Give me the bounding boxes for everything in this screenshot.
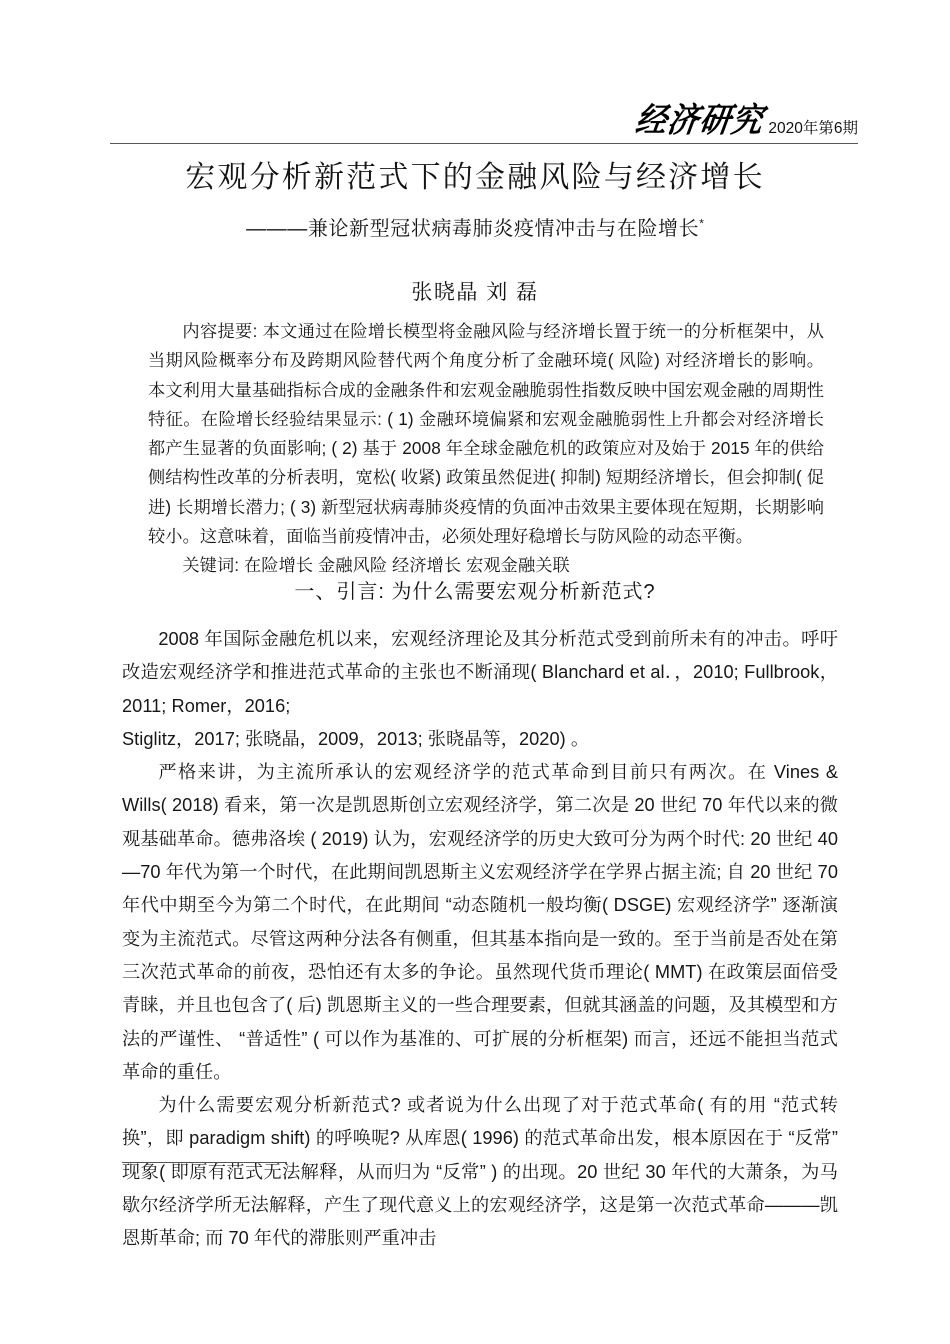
body-paragraph-1-continued: Stiglitz，2017; 张晓晶，2009，2013; 张晓晶等，2020) 。 <box>122 728 590 749</box>
running-head <box>110 100 858 144</box>
title-block <box>0 160 950 306</box>
abstract-paragraph: 内容提要: 本文通过在险增长模型将金融风险与经济增长置于统一的分析框架中，从当期风险概率分布及跨期风险替代两个角度分析了金融环境( 风险) 对经济增长的影响。本文利用大量基础指标合成的金融条件和宏观金融脆弱性指数反映中国宏观金融的周期性特征。在险增长经验结果显示: ( 1) 金融环境偏紧和宏观金融脆弱性上升都会对经济增长都产生显著的负面影响; ( 2) 基于 2008 年全球金融危机的政策应对及始于 2015 年的供给侧结构性改革的分析表明，宽松( 收紧) 政策虽然促进( 抑制) 短期经济增长，但会抑制( 促进) 长期增长潜力; ( 3) 新型冠状病毒肺炎疫情的负面冲击效果主要体现在短期，长期影响较小。这意味着，面临当前疫情冲击，必须处理好稳增长与防风险的动态平衡。 <box>148 321 824 547</box>
header-divider <box>110 143 858 144</box>
section-heading: 一、引言: 为什么需要宏观分析新范式? <box>294 581 656 603</box>
subtitle-footnote-marker: * <box>699 216 704 231</box>
author-list: 张晓晶 刘 磊 <box>411 281 539 304</box>
page-title: 宏观分析新范式下的金融风险与经济增长 <box>185 161 765 194</box>
body-paragraph-1: 2008 年国际金融危机以来，宏观经济理论及其分析范式受到前所未有的冲击。呼吁改造宏观经济学和推进范式革命的主张也不断涌现( Blanchard et al．，2010; Fullbrook，2011; Romer，2016; <box>122 629 838 716</box>
journal-logo: 经济研究 <box>633 102 767 140</box>
footnote-separator <box>122 1162 287 1163</box>
body-paragraph-3: 为什么需要宏观分析新范式? 或者说为什么出现了对于范式革命( 有的用 “范式转换”，即 paradigm shift) 的呼唤呢? 从库恩( 1996) 的范式革命出发，根本原因在于 “反常” 现象( 即原有范式无法解释，从而归为 “反常” ) 的出现。20 世纪 30 年代的大萧条，为马歇尔经济学所无法解释，产生了现代意义上的宏观经济学，这是第一次范式革命———凯恩斯革命; 而 70 年代的滞胀则严重冲击 <box>122 1095 838 1249</box>
subtitle-text: ———兼论新型冠状病毒肺炎疫情冲击与在险增长 <box>246 218 700 240</box>
keywords-line: 关键词: 在险增长 金融风险 经济增长 宏观金融关联 <box>182 555 570 576</box>
page-subtitle <box>0 216 950 242</box>
issue-label: 2020年第6期 <box>768 119 858 137</box>
body-paragraph-2: 严格来讲，为主流所承认的宏观经济学的范式革命到目前只有两次。在 Vines & Wills( 2018) 看来，第一次是凯恩斯创立宏观经济学，第二次是 20 世纪 70 年代以来的微观基础革命。德弗洛埃 ( 2019) 认为，宏观经济学的历史大致可分为两个时代: 20 世纪 40—70 年代为第一个时代，在此期间凯恩斯主义宏观经济学在学界占据主流; 自 20 世纪 70 年代中期至今为第二个时代，在此期间 “动态随机一般均衡( DSGE) 宏观经济学” 逐渐演变为主流范式。尽管这两种分法各有侧重，但其基本指向是一致的。至于当前是否处在第三次范式革命的前夜，恐怕还有太多的争论。虽然现代货币理论( MMT) 在政策层面倍受青睐，并且也包含了( 后) 凯恩斯主义的一些合理要素，但就其涵盖的问题，及其模型和方法的严谨性、 “普适性” ( 可以作为基准的、可扩展的分析框架) 而言，还远不能担当范式革命的重任。 <box>122 762 838 1082</box>
body-text <box>122 623 838 1256</box>
abstract-block <box>148 317 824 581</box>
running-head-content <box>110 100 858 138</box>
